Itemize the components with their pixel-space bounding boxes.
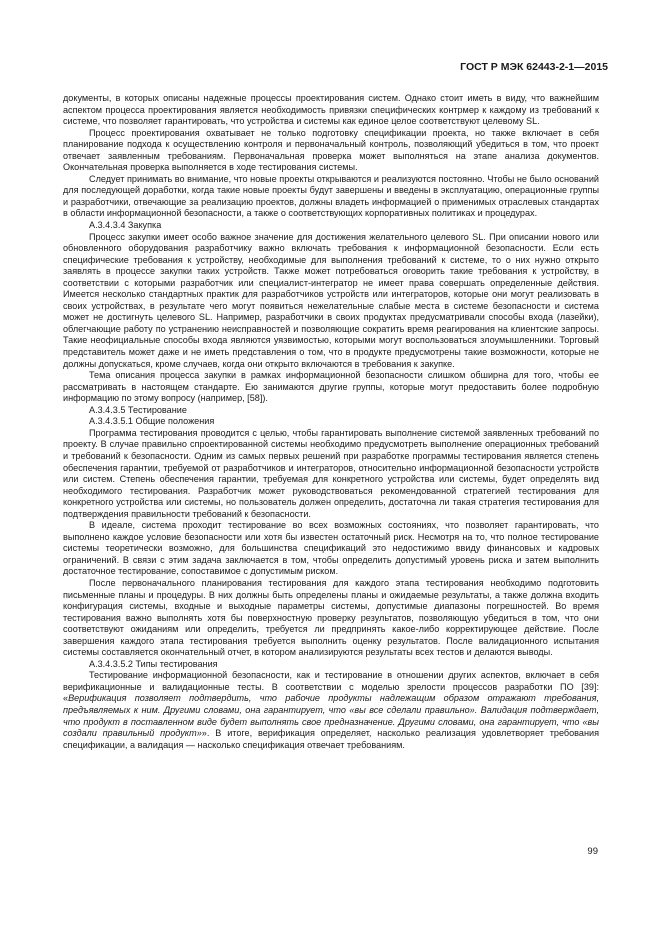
paragraph-vv-quote: Верификация позволяет подтвердить, что рабочие продукты надлежащим образом отражают требования, предъявляемых к ним. Другими словами, она гарантирует, что «вы все сделали правильно». Валидация подтверждает, что продукт в поставленном виде будет выполнять свое предназначение. Другими словами, она гарантирует, что «вы создали правильный продукт» [63, 693, 599, 739]
paragraph-procurement: Процесс закупки имеет особо важное значение для достижения желательного целевого SL. При описании нового или обновленного оборудования разработчику важно включать требования к информационной безопасности. Если есть специфические требования к устройству, необходимые для выполнения требований к системе, то о них нужно открыто заявлять в процессе закупки таких устройств. Также может потребоваться оговорить такие требования к устройству, в соответствии с которыми разработчик или специалист-интегратор не имеет права совершать определенные действия. Имеется несколько стандартных практик для разработчиков устройств или интеграторов, которые они могут реализовать в своих устройствах, в результате чего могут появиться нежелательные слабые места в системе безопасности и система может не достигнуть целевого SL. Например, разработчики в своих продуктах предусматривали способы входа (лазейки), облегчающие работу по устранению неисправностей и позволяющие сократить время реагирования на клиентские запросы. Такие неофициальные способы входа являются уязвимостью, которыми могут воспользоваться злоумышленники. Торговый представитель может даже и не иметь представления о том, что в продукте предусмотрены такие возможности, которые не должны допускаться, кроме случаев, когда они открыто включаются в требования к закупке. [63, 231, 599, 369]
section-heading-testing: А.3.4.3.5 Тестирование [89, 404, 187, 415]
paragraph-procurement-scope: Тема описания процесса закупки в рамках информационной безопасности слишком обширна для того, чтобы ее рассматривать в настоящем стандарте. Ею занимаются другие группы, которые могут предоставить более подробную информацию по этому вопросу (например, [58]). [63, 370, 599, 404]
document-header-code: ГОСТ Р МЭК 62443-2-1—2015 [460, 61, 608, 73]
paragraph-testing-program: Программа тестирования проводится с целью, чтобы гарантировать выполнение системой заявленных требований по проекту. В случае правильно спроектированной системы необходимо предусмотреть выполнение операционных требований и требований к безопасности. Одним из самых первых решений при разработке программы тестирования является степень обеспечения гарантии, требуемой от разработчиков и интеграторов, относительно информационной безопасности устройств или систем. Степень обеспечения гарантии, требуемая для конкретного устройства или системы, будет определять вид необходимого тестирования. Разработчик может руководствоваться рекомендованной стратегией тестирования для конкретного устройства или системы, но пользователь должен определить, достаточна ли такая стратегия тестирования для подтверждения правильности требований к безопасности. [63, 427, 599, 519]
paragraph-design-continued: документы, в которых описаны надежные процессы проектирования систем. Однако стоит иметь в виду, что важнейшим аспектом процесса проектирования является необходимость привязки специфических контрмер к каждому из требований к системе, что позволяет гарантировать, что устройства и системы как единое целое соответствуют целевому SL. [63, 93, 599, 127]
section-heading-testing-types: А.3.4.3.5.2 Типы тестирования [89, 658, 218, 669]
document-body [63, 93, 599, 751]
paragraph-new-projects: Следует принимать во внимание, что новые проекты открываются и реализуются постоянно. Чтобы не было оснований для последующей доработки, когда такие новые проекты будут завершены и введены в эксплуатацию, операционные группы и разработчики, отвечающие за реализацию проектов, должны владеть информацией о применимых отраслевых стандартах в области информационной безопасности, а также о соответствующих корпоративных политиках и процедурах. [63, 173, 599, 219]
paragraph-testing-plans: После первоначального планирования тестирования для каждого этапа тестирования необходимо подготовить письменные планы и процедуры. В них должны быть определены планы и ожидаемые результаты, а также должна входить конфигурация системы, входные и выходные параметры системы, допустимые диапазоны погрешностей. Во время тестирования важно выполнять хотя бы поверхностную проверку результатов, позволяющую убедиться в том, что они соответствуют ожиданиям или определить, требуется ли предпринять какое-либо корректирующее действие. После завершения каждого этапа тестирования требуется выполнить оценку результатов. После валидационного испытания системы составляется окончательный отчет, в котором анализируются результаты всех тестов и делаются выводы. [63, 577, 599, 658]
section-heading-testing-general: А.3.4.3.5.1 Общие положения [89, 416, 215, 427]
paragraph-verification-validation [63, 670, 599, 751]
paragraph-vv-part1: Тестирование информационной безопасности, как и тестирование в отношении других аспектов, включает в себя верификационные и валидационные тесты. В соответствии с моделью зрелости процессов разработки ПО [39]: « [63, 670, 599, 704]
section-heading-procurement: А.3.4.3.4 Закупка [89, 220, 162, 231]
paragraph-vv-part2: ». В итоге, верификация определяет, насколько реализация удовлетворяет требования спецификации, а валидация — насколько спецификация отвечает требованиям. [63, 728, 599, 750]
paragraph-testing-ideal: В идеале, система проходит тестирование во всех возможных состояниях, что позволяет гарантировать, что выполнено каждое условие безопасности или хотя бы известен остаточный риск. Несмотря на то, что полное тестирование системы теоретически возможно, для большинства спецификаций это недостижимо ввиду финансовых и кадровых ограничений. В связи с этим задача заключается в том, чтобы определить допустимый уровень риска и затем выполнить достаточное тестирование, сопоставимое с допустимым риском. [63, 520, 599, 577]
paragraph-design-process: Процесс проектирования охватывает не только подготовку спецификации проекта, но также включает в себя планирование подхода к осуществлению контроля и первоначальный контроль, позволяющий убедиться в том, что проект отвечает заявленным требованиям. Первоначальная проверка может выполняться на этапе анализа документов. Окончательная проверка выполняется в ходе тестирования системы. [63, 127, 599, 173]
page-number: 99 [587, 846, 598, 857]
